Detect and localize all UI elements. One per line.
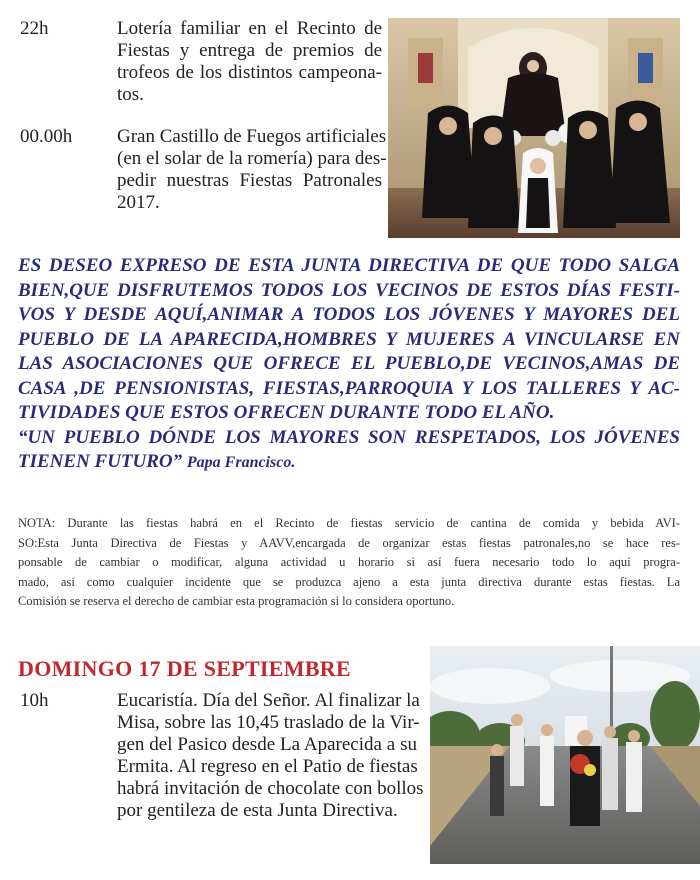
statement-line: BIEN,QUE DISFRUTEMOS TODOS LOS VECINOS DE ESTOS DÍAS FESTI- bbox=[18, 279, 680, 301]
event-description bbox=[117, 126, 387, 214]
quote-line: “UN PUEBLO DÓNDE LOS MAYORES SON RESPETADOS, LOS JÓVENES bbox=[18, 426, 680, 448]
desc-line: Ermita. Al regreso en el Patio de fiestas bbox=[117, 756, 418, 777]
quote-line bbox=[18, 450, 680, 476]
desc-line: Eucaristía. Día del Señor. Al finalizar la bbox=[117, 690, 420, 711]
church-photo bbox=[388, 18, 680, 238]
desc-line: por gentileza de esta Junta Directiva. bbox=[117, 800, 398, 821]
statement-line: VOS Y DESDE AQUÍ,ANIMAR A TODOS LOS JÓVENES Y MAYORES DEL bbox=[18, 304, 680, 325]
nota-line: mado, así como cualquier incidente que se produzca ajeno a esta junta directiva durante estas fiestas. La bbox=[18, 574, 680, 589]
desc-line: tos. bbox=[117, 84, 144, 105]
event-time: 10h bbox=[20, 690, 49, 711]
nota-line: NOTA: Durante las fiestas habrá en el Recinto de fiestas servicio de cantina de comida y bebida AVI- bbox=[18, 516, 680, 530]
event-description bbox=[117, 690, 424, 822]
quote-author: Papa Francisco. bbox=[186, 454, 296, 471]
statement-line: ES DESEO EXPRESO DE ESTA JUNTA DIRECTIVA DE QUE TODO SALGA bbox=[18, 255, 680, 276]
day-heading: DOMINGO 17 DE SEPTIEMBRE bbox=[18, 656, 351, 681]
desc-line: trofeos de los distintos campeona- bbox=[117, 62, 382, 83]
statement-line: TIVIDADES QUE ESTOS OFRECEN DURANTE TODO EL AÑO. bbox=[18, 402, 555, 423]
statement-line: LAS ASOCIACIONES QUE OFRECE EL PUEBLO,DE VECINOS,AMAS DE bbox=[18, 353, 680, 374]
desc-line: (en el solar de la romería) para des- bbox=[117, 148, 387, 169]
desc-line: Gran Castillo de Fuegos artificiales bbox=[117, 126, 387, 147]
desc-line: habrá invitación de chocolate con bollos bbox=[117, 778, 424, 799]
statement-line: PUEBLO DE LA APARECIDA,HOMBRES Y MUJERES A VINCULARSE EN bbox=[18, 328, 680, 350]
desc-line: Misa, sobre las 10,45 traslado de la Vir- bbox=[117, 712, 420, 733]
nota-paragraph bbox=[18, 514, 680, 612]
desc-line: gen del Pasico desde La Aparecida a su bbox=[117, 734, 417, 755]
nota-line: SO:Esta Junta Directiva de Fiestas y AAVV,encargada de organizar estas fiestas patronales,no se hace res- bbox=[18, 535, 680, 550]
desc-line: pedir nuestras Fiestas Patronales bbox=[117, 170, 382, 191]
event-description bbox=[117, 18, 382, 106]
desc-line: 2017. bbox=[117, 192, 160, 213]
quote-text: TIENEN FUTURO” bbox=[18, 451, 183, 472]
event-time: 22h bbox=[20, 18, 49, 39]
nota-line: Comisión se reserva el derecho de cambiar esta programación si lo considera oportuno. bbox=[18, 594, 455, 608]
desc-line: Fiestas y entrega de premios de bbox=[117, 40, 382, 61]
statement-line: CASA ,DE PENSIONISTAS, FIESTAS,PARROQUIA Y LOS TALLERES Y AC- bbox=[18, 377, 680, 399]
board-statement bbox=[18, 254, 680, 476]
desc-line: Lotería familiar en el Recinto de bbox=[117, 18, 382, 39]
procession-photo bbox=[430, 646, 700, 864]
event-time: 00.00h bbox=[20, 126, 73, 147]
nota-line: ponsable de cambiar o modificar, alguna actividad u horario si así fuera necesario todo lo aquí progra- bbox=[18, 555, 680, 569]
